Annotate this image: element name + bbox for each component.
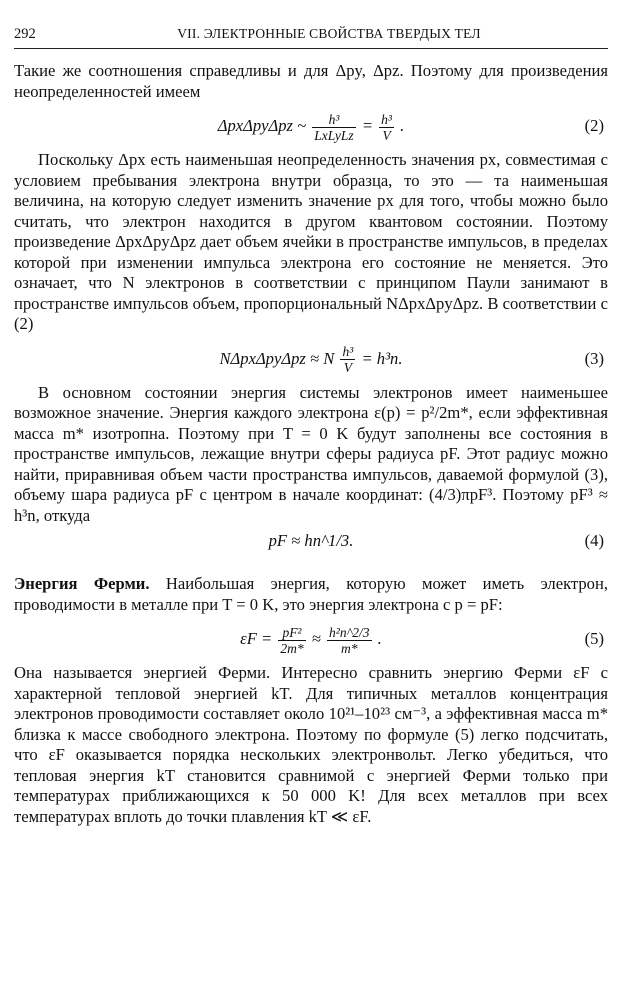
equation-5-approx: ≈ [311,629,321,648]
equation-3-fraction-num: h³ [342,344,354,360]
equation-2-eqsign: = [361,116,374,135]
paragraph-4-body: Наибольшая энергия, которую может иметь электрон, проводимости в металле при T = 0 K, это энергия электрона с p = pF: [14,574,608,614]
equation-2-fraction-1-den: LxLyLz [314,127,354,143]
equation-5-fraction-2 [327,625,372,656]
paragraph-3: В основном состоянии энергия системы электронов имеет наименьшее возможное значение. Энергия каждого электрона ε(p) = p²/2m*, если эффективная масса m* изотропна. Поэтому при T = 0 K будут заполнены все состояния в пространстве импульсов, лежащие внутри сферы радиуса pF. Этот радиус можно найти, приравнивая объем части пространства импульсов, даваемой формулой (3), объему шара радиуса pF с центром в начале координат: (4/3)πpF³. Поэтому pF³ ≈ h³n, откуда [14,382,608,525]
equation-2 [14,106,608,146]
equation-4-number: (4) [584,531,604,550]
equation-5-fraction-2-num: h²n^2/3 [329,624,370,640]
equation-5-fraction-1 [278,625,305,656]
equation-4-expr: pF ≈ hn^1/3. [268,531,354,550]
equation-3-fraction [340,344,355,375]
equation-5-fraction-2-den: m* [341,640,358,656]
equation-2-fraction-2-den: V [382,127,391,143]
paragraph-5: Она называется энергией Ферми. Интересно сравнить энергию Ферми εF с характерной тепловой энергией kT. Для типичных металлов концентрация электронов проводимости составляет около 10²¹–10²³ см⁻³, а эффективная масса m* близка к массе свободного электрона. Поэтому по формуле (5) легко подсчитать, что εF оказывается порядка нескольких электронвольт. Легко убедиться, что тепловая энергия kT становится сравнимой с энергией Ферми только при температурах приближающихся к 50 000 K! Для всех металлов при всех температурах вплоть до точки плавления kT ≪ εF. [14,663,608,826]
paragraph-2: Поскольку Δpx есть наименьшая неопределенность значения px, совместимая с условием пребывания электрона внутри образца, то это — та наименьшая величина, на которую следует изменить значение px для того, чтобы можно было считать, что электрон находится в другом квантовом состоянии. Поэтому произведение ΔpxΔpyΔpz дает объем ячейки в пространстве импульсов, в пределах которой при изменении импульса электрона его состояние не меняется. Это означает, что N электронов в соответствии с принципом Паули занимают в пространстве импульсов объем, пропорциональный NΔpxΔpyΔpz. В соответствии с (2) [14,150,608,333]
equation-2-number: (2) [584,116,604,135]
equation-5-lhs: εF = [240,629,273,648]
paragraph-1: Такие же соотношения справедливы и для Δpy, Δpz. Поэтому для произведения неопределенностей имеем [14,61,608,101]
equation-5-fraction-1-num: pF² [278,625,305,641]
equation-2-fraction-2 [379,112,394,143]
equation-2-fraction-1 [312,112,355,143]
equation-3-number: (3) [584,348,604,368]
equation-3-lhs: NΔpxΔpyΔpz ≈ N [219,348,335,368]
section-heading-fermi-energy: Энергия Ферми. [14,574,150,593]
equation-5-number: (5) [584,629,604,648]
equation-3-body [219,339,402,379]
equation-2-body [218,106,405,146]
equation-2-tail: . [400,116,405,135]
paragraph-4 [14,574,608,615]
equation-3 [14,339,608,379]
equation-2-fraction-2-num: h³ [381,111,392,127]
equation-4 [14,526,608,556]
equation-5-body [240,619,382,659]
equation-3-rhs: = h³n. [361,348,403,368]
equation-2-lhs: ΔpxΔpyΔpz ~ [217,116,307,135]
page-number: 292 [14,26,36,42]
equation-5-tail: . [377,629,382,648]
equation-5-fraction-1-den: 2m* [280,640,304,656]
equation-5 [14,619,608,659]
running-header [14,26,608,49]
equation-3-fraction-den: V [343,360,352,376]
page [14,26,608,827]
equation-2-fraction-1-num: h³ [312,112,355,128]
running-title: VII. ЭЛЕКТРОННЫЕ СВОЙСТВА ТВЕРДЫХ ТЕЛ [177,26,481,41]
